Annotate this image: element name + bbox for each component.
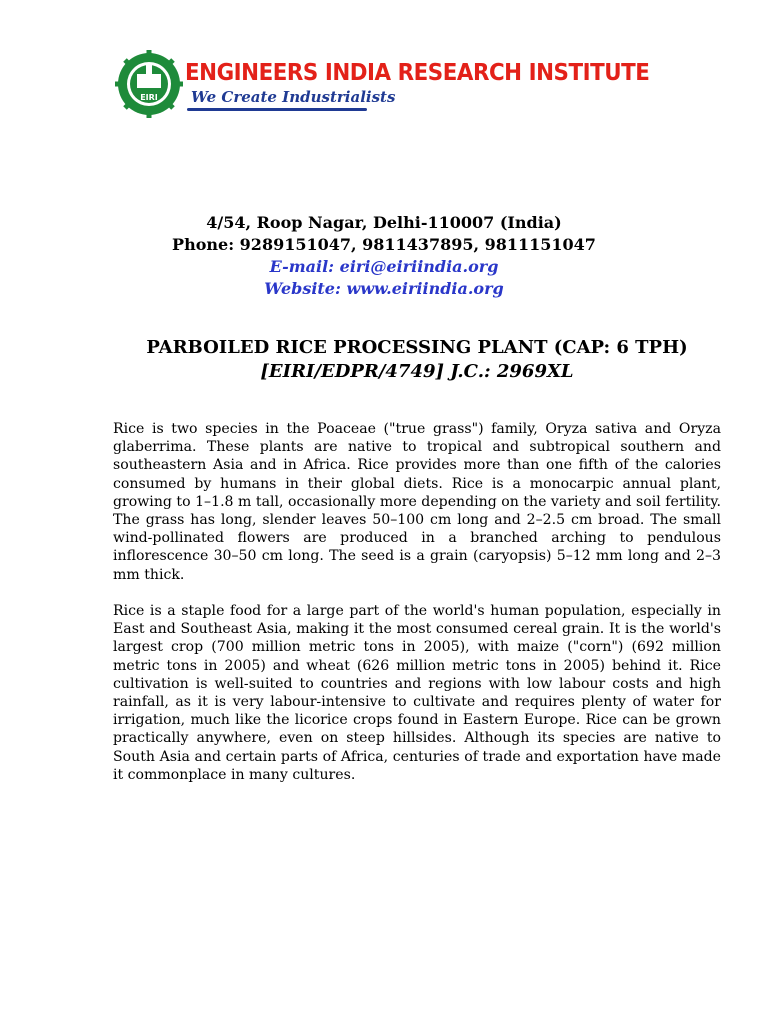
seal-label: EIRI [140, 93, 158, 102]
address-line: 4/54, Roop Nagar, Delhi-110007 (India) [206, 213, 562, 232]
body-paragraph: Rice is a staple food for a large part of the world's human population, especially in East and Southeast Asia, making it the most consumed cereal grain. It is the world's largest crop (700 million metric tons in 2005), with maize ("corn") (692 million metric tons in 2005) and wheat (626 million metric tons in 2005) behind it. Rice cultivation is well-suited to countries and regions with low labour costs and high rainfall, as it is very labour-intensive to cultivate and requires plenty of water for irrigation, much like the licorice crops found in Eastern Europe. Rice can be grown practically anywhere, even on steep hillsides. Although its species are native to South Asia and certain parts of Africa, centuries of trade and exportation have made it commonplace in many cultures. [113, 603, 721, 783]
report-title-block [0, 336, 768, 384]
eiri-seal-icon [115, 50, 183, 118]
tagline-underline [187, 108, 367, 111]
report-code: [EIRI/EDPR/4749] J.C.: 2969XL [260, 361, 574, 382]
phone-line: Phone: 9289151047, 9811437895, 9811151047 [172, 235, 596, 254]
report-title: PARBOILED RICE PROCESSING PLANT (CAP: 6 TPH) [146, 337, 688, 358]
company-logo [115, 50, 650, 120]
body-paragraph: Rice is two species in the Poaceae ("true grass") family, Oryza sativa and Oryza glaberrima. These plants are native to tropical and subtropical southern and southeastern Asia and in Africa. Rice provides more than one fifth of the calories consumed by humans in their global diets. Rice is a monocarpic annual plant, growing to 1–1.8 m tall, occasionally more depending on the variety and soil fertility. The grass has long, slender leaves 50–100 cm long and 2–2.5 cm broad. The small wind-pollinated flowers are produced in a branched arching to pendulous inflorescence 30–50 cm long. The seed is a grain (caryopsis) 5–12 mm long and 2–3 mm thick. [113, 421, 721, 583]
email-link[interactable]: E-mail: eiri@eiriindia.org [269, 257, 499, 276]
contact-block [0, 212, 768, 300]
organization-name: ENGINEERS INDIA RESEARCH INSTITUTE [185, 60, 650, 86]
organization-tagline: We Create Industrialists [191, 88, 396, 106]
website-link[interactable]: Website: www.eiriindia.org [264, 279, 504, 298]
